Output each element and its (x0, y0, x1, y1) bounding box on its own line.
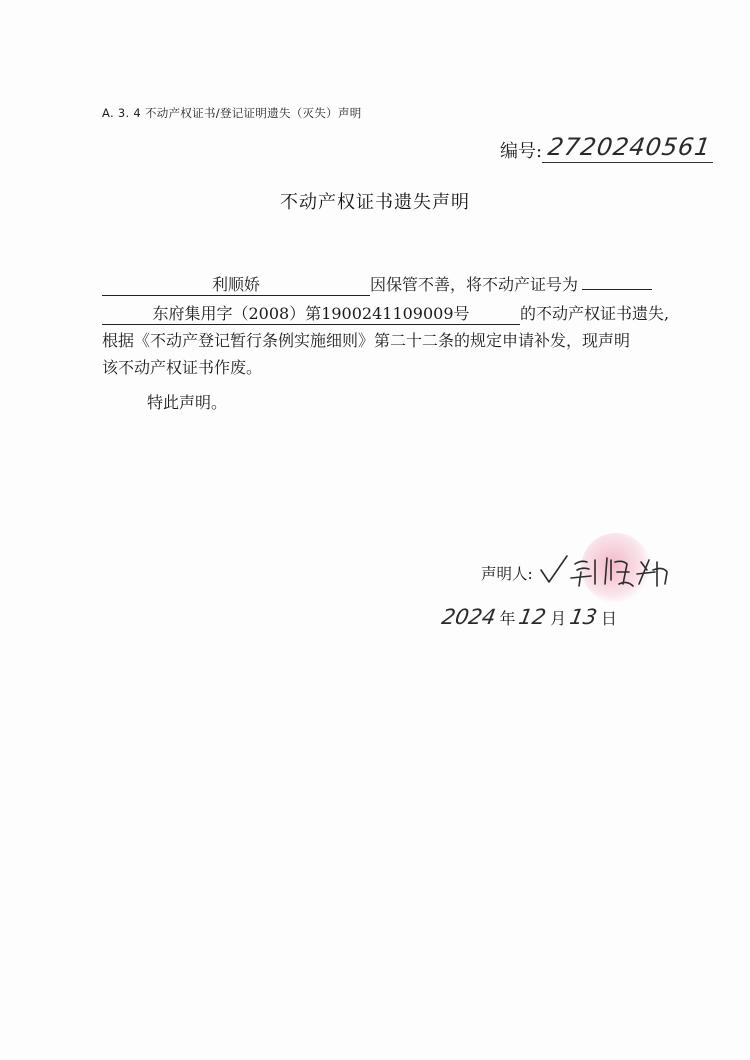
serial-number (500, 133, 715, 163)
document-title: 不动产权证书遗失声明 (280, 192, 470, 213)
date-year-unit: 年 (499, 609, 516, 628)
serial-label: 编号: (500, 141, 543, 162)
declaration-date (438, 605, 617, 629)
body-line-4: 该不动产权证书作废。 (102, 358, 263, 377)
date-year: 2024 (439, 605, 498, 629)
body-line-3: 根据《不动产登记暂行条例实施细则》第二十二条的规定申请补发，现声明 (102, 331, 631, 350)
body-text-2: 的不动产权证书遗失, (520, 304, 670, 323)
signer-label: 声明人: (481, 565, 533, 583)
signer-row (481, 550, 687, 596)
date-day: 13 (568, 605, 600, 629)
body-line-2 (102, 303, 669, 325)
serial-value: 2720240561 (542, 133, 717, 163)
signature-strokes (537, 550, 687, 596)
handwritten-signature (537, 550, 687, 596)
section-reference: A. 3. 4 不动产权证书/登记证明遗失（灭失）声明 (102, 106, 362, 120)
body-line-1 (102, 274, 652, 296)
blank-underline (582, 289, 652, 290)
date-day-unit: 日 (600, 609, 617, 628)
certificate-number-field: 东府集用字（2008）第1900241109009号 (102, 304, 520, 325)
body-text-1: 因保管不善，将不动产证号为 (370, 275, 579, 294)
date-month-unit: 月 (550, 609, 567, 628)
date-month: 12 (517, 605, 549, 629)
declarant-name-field: 利顺娇 (102, 275, 370, 296)
closing-line: 特此声明。 (147, 393, 228, 412)
